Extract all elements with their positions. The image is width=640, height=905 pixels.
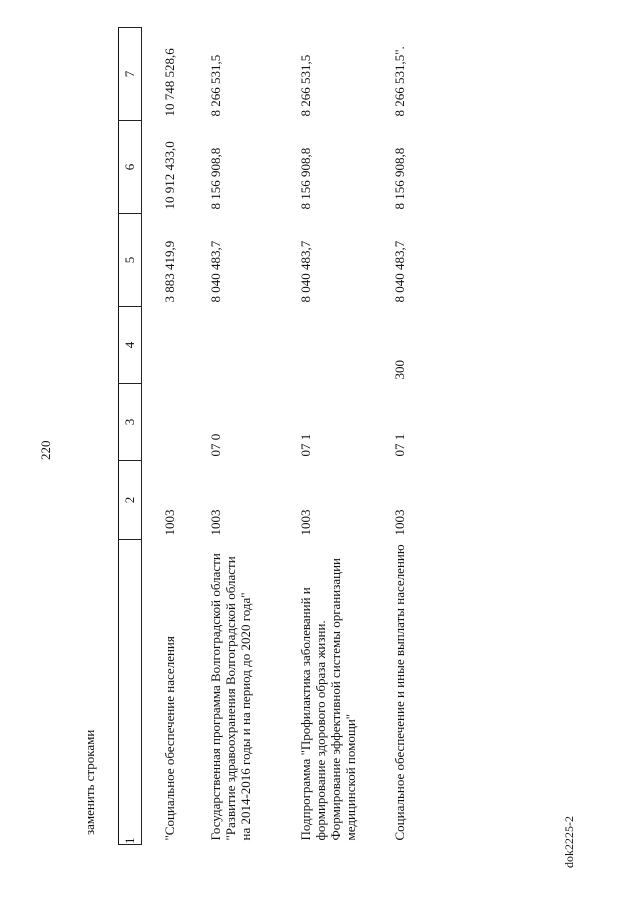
header-col-5: 5: [119, 214, 142, 307]
header-col-1: 1: [119, 540, 142, 845]
row-value-6: 8 156 908,8: [298, 147, 313, 210]
row-value-5: 8 040 483,7: [392, 240, 407, 303]
budget-table-container: [118, 35, 418, 845]
row-type: [188, 307, 278, 384]
row-program: 07 1: [298, 433, 313, 457]
row-value-7: 10 748 528,6: [162, 48, 177, 117]
row-program: [142, 384, 189, 461]
row-type: [278, 307, 372, 384]
row-value-7: 8 266 531,5".: [392, 46, 407, 117]
row-type: 300: [392, 360, 407, 380]
row-name: Социальное обеспечение и иные выплаты населению: [392, 544, 407, 841]
page-number: 220: [38, 440, 53, 460]
header-col-6: 6: [119, 121, 142, 214]
row-value-5: 3 883 419,9: [162, 240, 177, 303]
table-header-row: [119, 28, 142, 845]
header-col-4: 4: [119, 307, 142, 384]
row-code: 1003: [298, 509, 313, 536]
table-row: [188, 28, 278, 845]
row-program: 07 0: [208, 433, 223, 457]
header-col-3: 3: [119, 384, 142, 461]
row-value-5: 8 040 483,7: [208, 240, 223, 303]
row-name: "Социальное обеспечение населения: [162, 636, 177, 841]
table-row: [372, 28, 432, 845]
row-value-6: 8 156 908,8: [392, 147, 407, 210]
row-code: 1003: [392, 509, 407, 536]
row-name: Подпрограмма "Профилактика заболеваний и формирование здорового образа жизни. Формирование эффективной системы организации медицинской помощи": [298, 557, 358, 841]
row-name: Государственная программа Волгоградской области "Развитие здравоохранения Волгоградской области на 2014-2016 годы и на период до 2020 года": [208, 553, 253, 841]
row-code: 1003: [208, 509, 223, 536]
budget-table: [118, 27, 432, 845]
intro-text: заменить строками: [82, 729, 97, 835]
row-value-5: 8 040 483,7: [298, 240, 313, 303]
row-code: 1003: [162, 509, 177, 536]
row-program: 07 1: [392, 433, 407, 457]
header-col-2: 2: [119, 461, 142, 540]
row-value-6: 10 912 433,0: [162, 141, 177, 210]
header-col-7: 7: [119, 28, 142, 121]
table-row: [278, 28, 372, 845]
row-value-7: 8 266 531,5: [298, 54, 313, 117]
row-type: [142, 307, 189, 384]
row-value-6: 8 156 908,8: [208, 147, 223, 210]
table-row: [142, 28, 189, 845]
document-code: dok2225-2: [562, 816, 576, 868]
row-value-7: 8 266 531,5: [208, 54, 223, 117]
